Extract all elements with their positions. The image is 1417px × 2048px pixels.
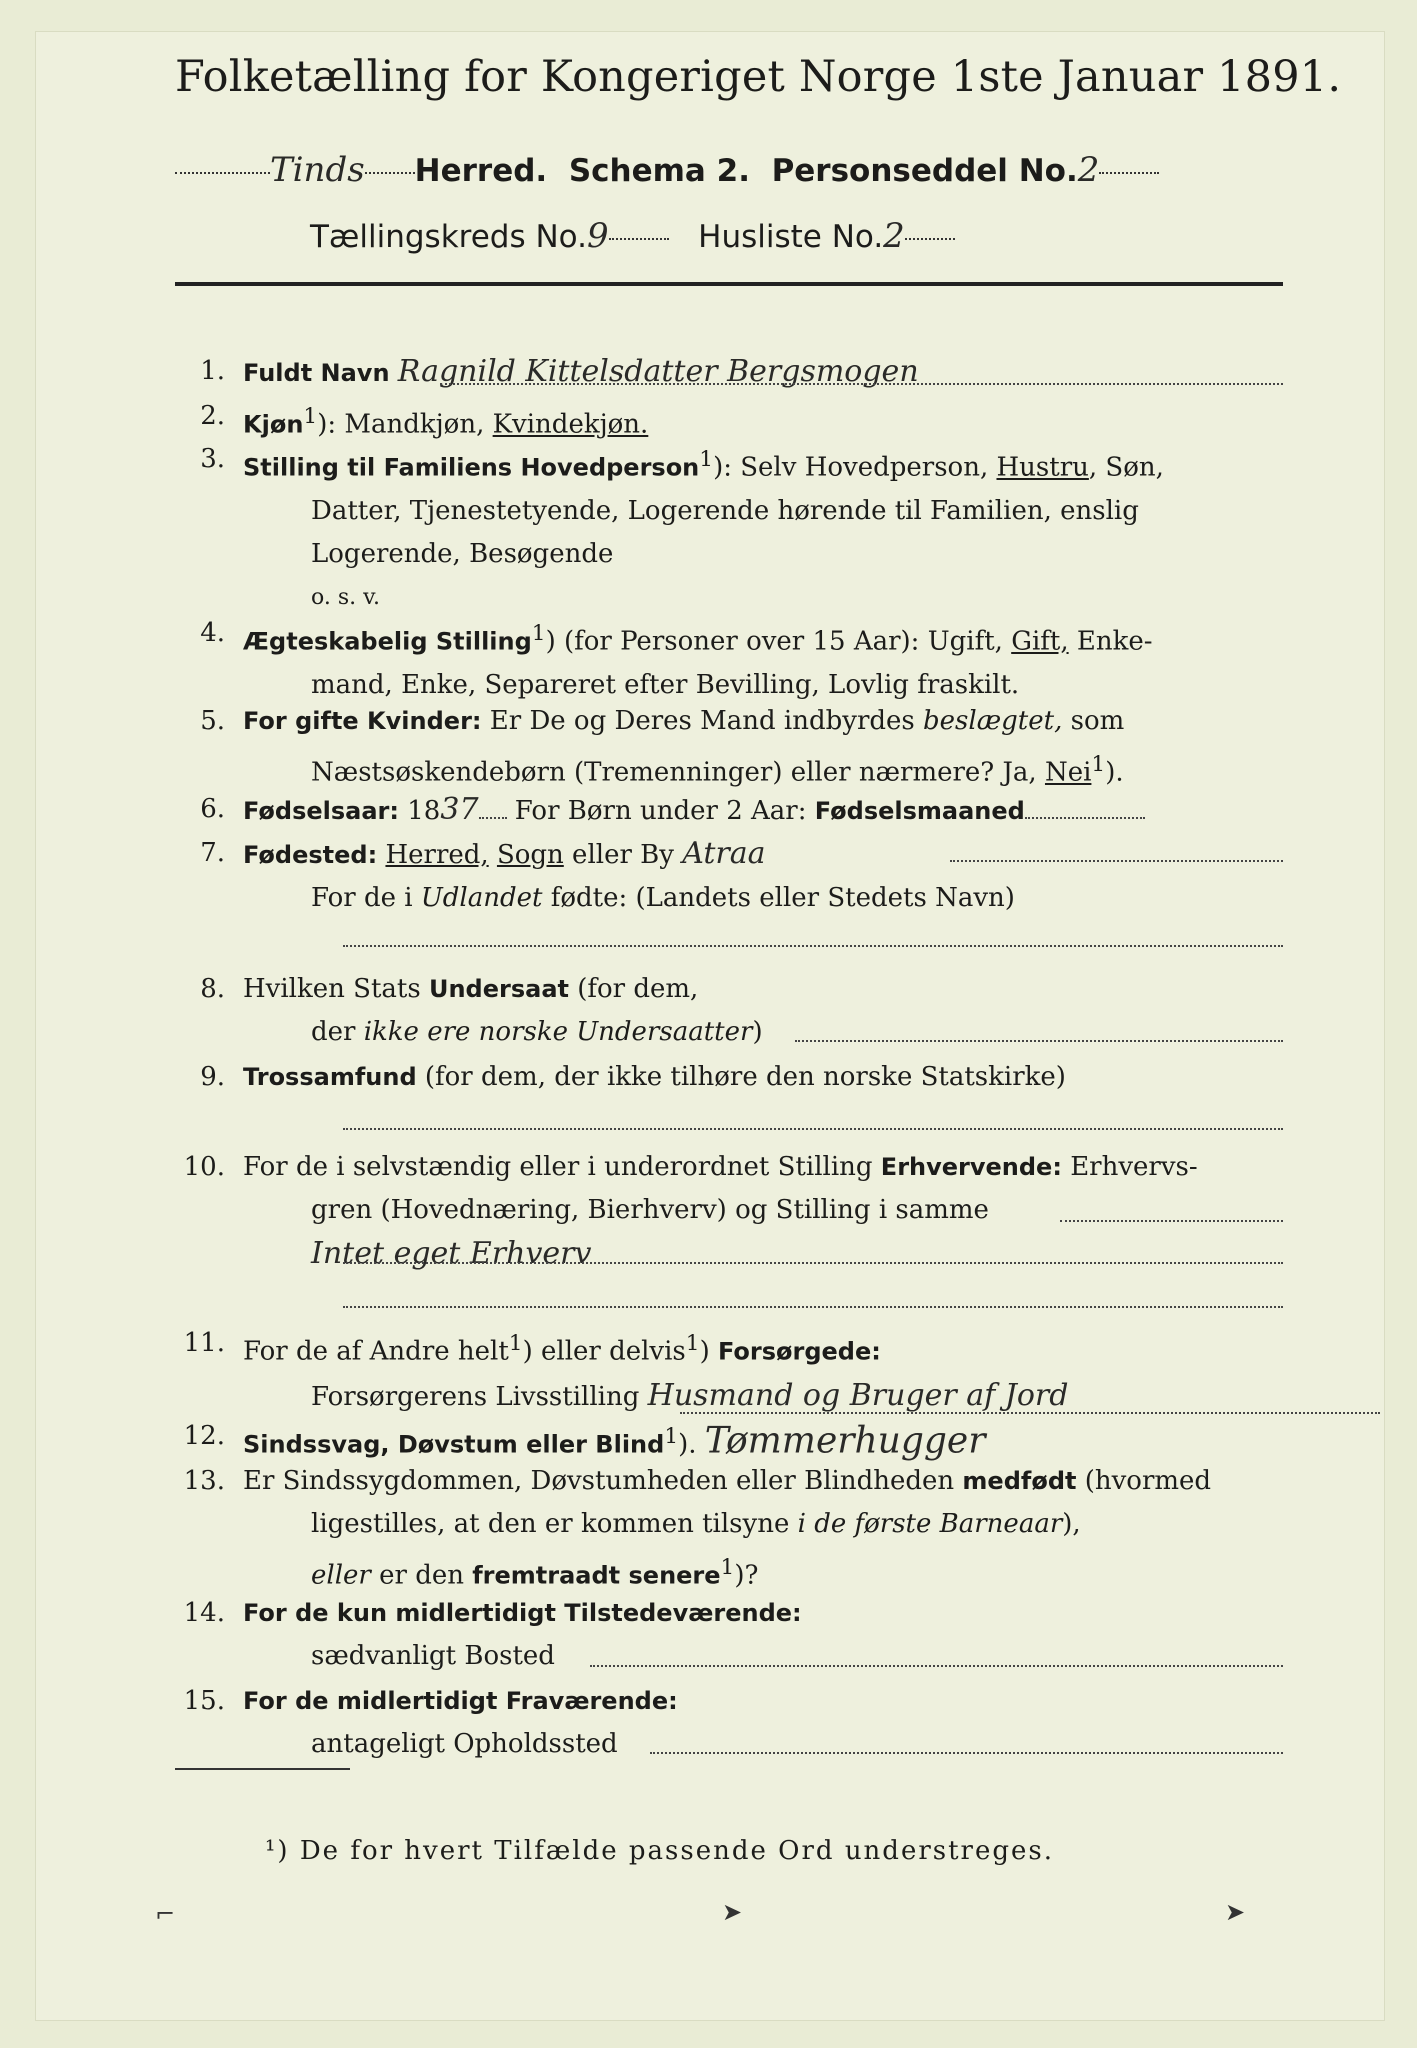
birth-year-value[interactable]: 37: [440, 792, 479, 827]
disability-value[interactable]: Tømmerhugger: [704, 1420, 986, 1462]
provider-occupation-value[interactable]: Husmand og Bruger af Jord: [647, 1377, 1069, 1413]
center-mark-icon: ➤: [722, 1898, 743, 1926]
header-line-herred: [175, 150, 1285, 190]
kreds-value: 9: [586, 216, 609, 256]
occupation-value[interactable]: Intet eget Erhverv: [311, 1236, 592, 1271]
header-line-kreds: [310, 216, 955, 256]
personseddel-label: Personseddel No.: [771, 153, 1078, 189]
gender-selected[interactable]: Kvindekjøn.: [492, 409, 649, 440]
birthplace-value[interactable]: Atraa: [682, 836, 766, 871]
corner-mark-icon: ⌐: [155, 1900, 176, 1928]
herred-value: Tinds: [270, 150, 365, 190]
husliste-value: 2: [883, 216, 905, 256]
personseddel-value: 2: [1077, 150, 1100, 190]
schema-label: Schema 2.: [568, 153, 750, 189]
footnote-rule: [175, 1768, 350, 1770]
footnote: ¹) De for hvert Tilfælde passende Ord understreges.: [265, 1836, 1055, 1866]
position-selected[interactable]: Hustru: [996, 452, 1089, 483]
corner-mark-icon: ➤: [1225, 1898, 1246, 1926]
husliste-label: Husliste No.: [698, 219, 884, 255]
header-rule: [175, 282, 1283, 286]
field-label: Fuldt Navn: [243, 359, 390, 387]
herred-label: Herred.: [414, 153, 548, 189]
related-selected[interactable]: Nei: [1044, 757, 1092, 788]
form-title: Folketælling for Kongeriget Norge 1ste Januar 1891.: [175, 52, 1342, 102]
name-value[interactable]: Ragnild Kittelsdatter Bergsmogen: [397, 354, 919, 389]
kreds-label: Tællingskreds No.: [310, 219, 587, 255]
marital-selected[interactable]: Gift,: [1011, 626, 1069, 657]
